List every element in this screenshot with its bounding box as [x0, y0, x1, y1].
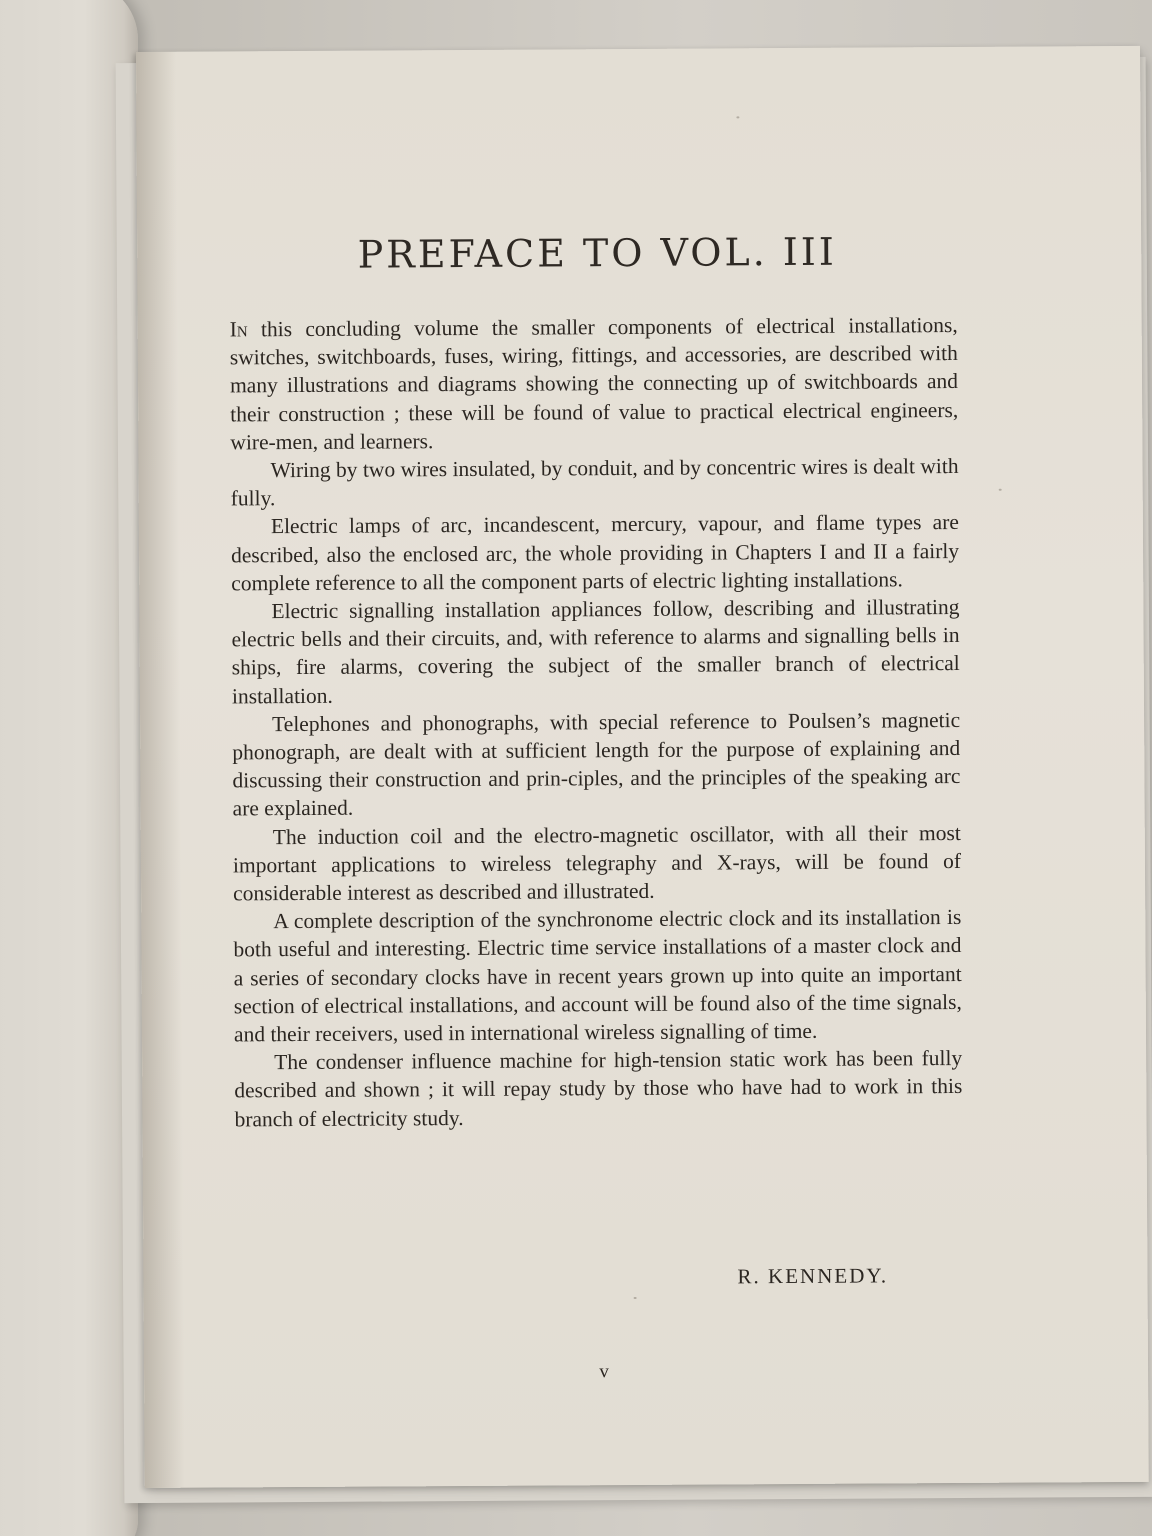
paragraph-7: A complete description of the synchronome electric clock and its installation is both useful and interesting. Electric time service installations of a master clock and a series of secondary clocks have in recent years grown up into quite an important section of electrical installations, and account will be found also of the time signals, and their receivers, used in international wireless signalling of time. — [233, 905, 962, 1047]
paragraph-5: Telephones and phonographs, with special reference to Poulsen’s magnetic phonograph, are dealt with at sufficient length for the purpose of explaining and discussing their construction and prin-ciples, and the principles of the speaking arc are explained. — [232, 707, 961, 821]
paper-speck — [736, 116, 739, 118]
preface-body — [230, 311, 963, 1133]
page-title: PREFACE TO VOL. III — [357, 229, 837, 277]
paragraph-4: Electric signalling installation appliances follow, describing and illustrating electric bells and their circuits, and, with reference to alarms and signalling bells in ships, fire alarms, covering the subject of the smaller branch of electrical installation. — [231, 595, 960, 709]
page-number: v — [599, 1361, 609, 1383]
preface-page — [136, 46, 1149, 1488]
paper-speck — [999, 489, 1002, 491]
paragraph-1 — [230, 311, 959, 456]
paragraph-2: Wiring by two wires insulated, by conduit, and by concentric wires is dealt with fully. — [230, 453, 959, 511]
paragraph-8: The condenser influence machine for high-tension static work has been fully described and shown ; it will repay study by those who have had to work in this branch of electricity study. — [234, 1046, 963, 1132]
paragraph-6: The induction coil and the electro-magnetic oscillator, with all their most important applications to wireless telegraphy and X-rays, will be found of considerable interest as described and illustrated. — [232, 820, 962, 906]
paragraph-3: Electric lamps of arc, incandescent, mercury, vapour, and flame types are described, also the enclosed arc, the whole providing in Chapters I and II a fairly complete reference to all the component parts of electric lighting installations. — [231, 510, 960, 596]
paragraph-1-text: this concluding volume the smaller components of electrical installations, switches, switchboards, fuses, wiring, fittings, and accessories, are described with many illustrations and diagrams showing the connecting up of switchboards and their construction ; these will be found of value to practical electrical engineers, wire-men, and learners. — [229, 312, 959, 455]
paragraph-lead-word: In — [229, 317, 248, 342]
author-signature: R. KENNEDY. — [737, 1263, 889, 1289]
paper-speck — [634, 1297, 637, 1299]
